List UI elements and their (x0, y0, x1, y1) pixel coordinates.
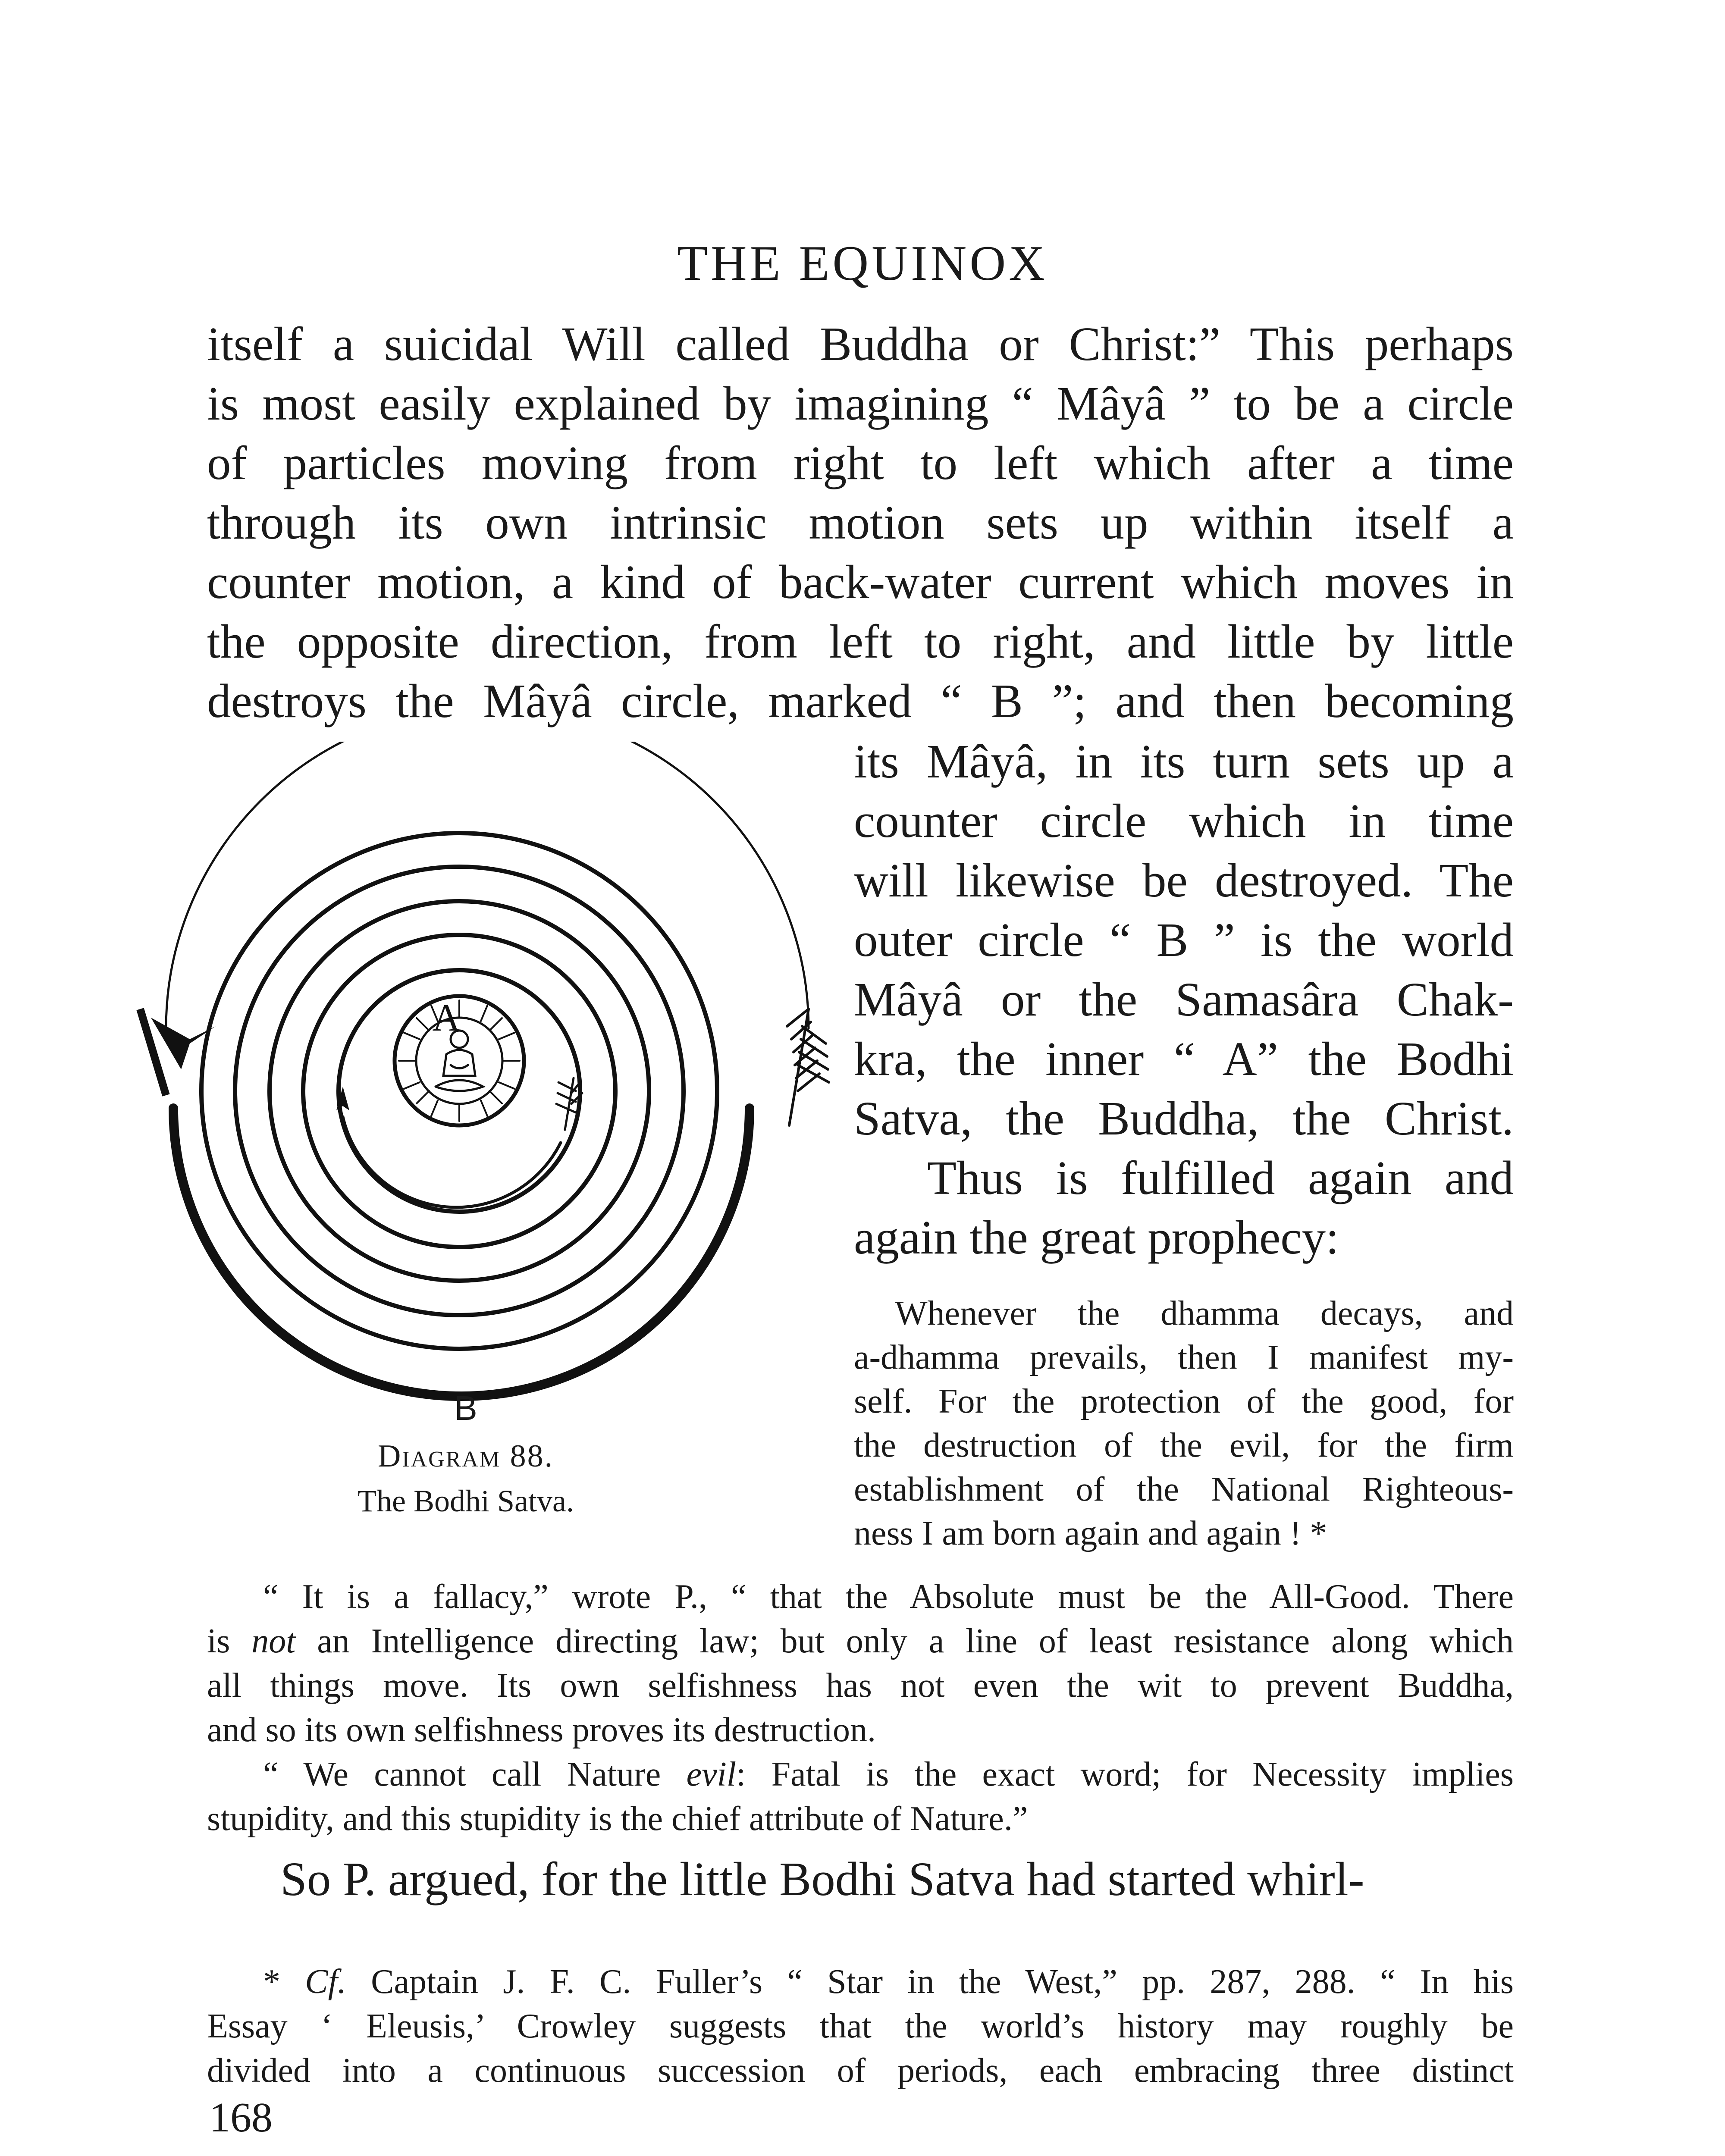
quote-line: self. For the protection of the good, for (854, 1382, 1514, 1420)
text-line: kra, the inner “ A” the Bodhi (854, 1033, 1514, 1086)
left-arrowhead-shaft (140, 1009, 166, 1095)
footnote-line: divided into a continuous succession of periods, each embracing three distinct (207, 2052, 1514, 2090)
p-quote-block (207, 1575, 1514, 1841)
text-line: “ It is a fallacy,” wrote P., “ that the Absolute must be the All-Good. There (263, 1578, 1514, 1616)
text-line: is most easily explained by imagining “ Mâyâ ” to be a circle (207, 377, 1514, 430)
quote-line: Whenever the dhamma decays, and (895, 1294, 1514, 1332)
inner-arc (343, 1117, 561, 1207)
text-line: of particles moving from right to left which after a time (207, 437, 1514, 490)
text-line: counter circle which in time (854, 795, 1514, 848)
footnote-line: * Cf. Captain J. F. C. Fuller’s “ Star in the West,” pp. 287, 288. “ In his (263, 1963, 1514, 2001)
label-a: A (432, 997, 461, 1039)
text-line: destroys the Mâyâ circle, marked “ B ”; and then becoming (207, 675, 1514, 728)
text-line: again the great prophecy: (854, 1211, 1339, 1264)
running-header: THE EQUINOX (677, 236, 1048, 291)
text-line: counter motion, a kind of back-water current which moves in (207, 556, 1514, 609)
text-line: Satva, the Buddha, the Christ. (854, 1092, 1514, 1145)
text-line: Mâyâ or the Samasâra Chak- (854, 973, 1514, 1026)
footnote (207, 1960, 1514, 2093)
main-paragraph (207, 315, 1514, 731)
footnote-line: Essay ‘ Eleusis,’ Crowley suggests that the world’s history may roughly be (207, 2007, 1514, 2045)
bodhi-satva-diagram (125, 742, 884, 1432)
diagram-label-b: B (454, 1389, 477, 1427)
quote-line: the destruction of the evil, for the firm (854, 1426, 1514, 1464)
text-line: stupidity, and this stupidity is the chief attribute of Nature.” (207, 1800, 1028, 1838)
text-line: its Mâyâ, in its turn sets up a (854, 735, 1514, 788)
text-line: will likewise be destroyed. The (854, 854, 1514, 907)
page-number: 168 (209, 2094, 273, 2141)
text-line: is not an Intelligence directing law; but only a line of least resistance along which (207, 1622, 1514, 1660)
quote-line: establishment of the National Righteous- (854, 1470, 1514, 1508)
quote-line: a-dhamma prevails, then I manifest my- (854, 1338, 1514, 1376)
text-line: outer circle “ B ” is the world (854, 914, 1514, 967)
text-line: “ We cannot call Nature evil: Fatal is the exact word; for Necessity implies (263, 1755, 1514, 1793)
right-column-paragraph (854, 732, 1514, 1268)
text-line: and so its own selfishness proves its destruction. (207, 1711, 876, 1749)
quote-line: ness I am born again and again ! * (854, 1514, 1327, 1552)
text-line: all things move. Its own selfishness has not even the wit to prevent Buddha, (207, 1667, 1514, 1705)
diagram-caption-title: Diagram 88. (377, 1438, 554, 1474)
text-line: the opposite direction, from left to right, and little by little (207, 615, 1514, 668)
diagram-caption-subtitle: The Bodhi Satva. (358, 1484, 574, 1518)
text-line: itself a suicidal Will called Buddha or Christ:” This perhaps (207, 318, 1514, 371)
block-quote (854, 1291, 1514, 1555)
text-line: Thus is fulfilled again and (927, 1152, 1514, 1205)
text-line: through its own intrinsic motion sets up within itself a (207, 496, 1514, 549)
closing-line: So P. argued, for the little Bodhi Satva had started whirl- (280, 1853, 1364, 1906)
